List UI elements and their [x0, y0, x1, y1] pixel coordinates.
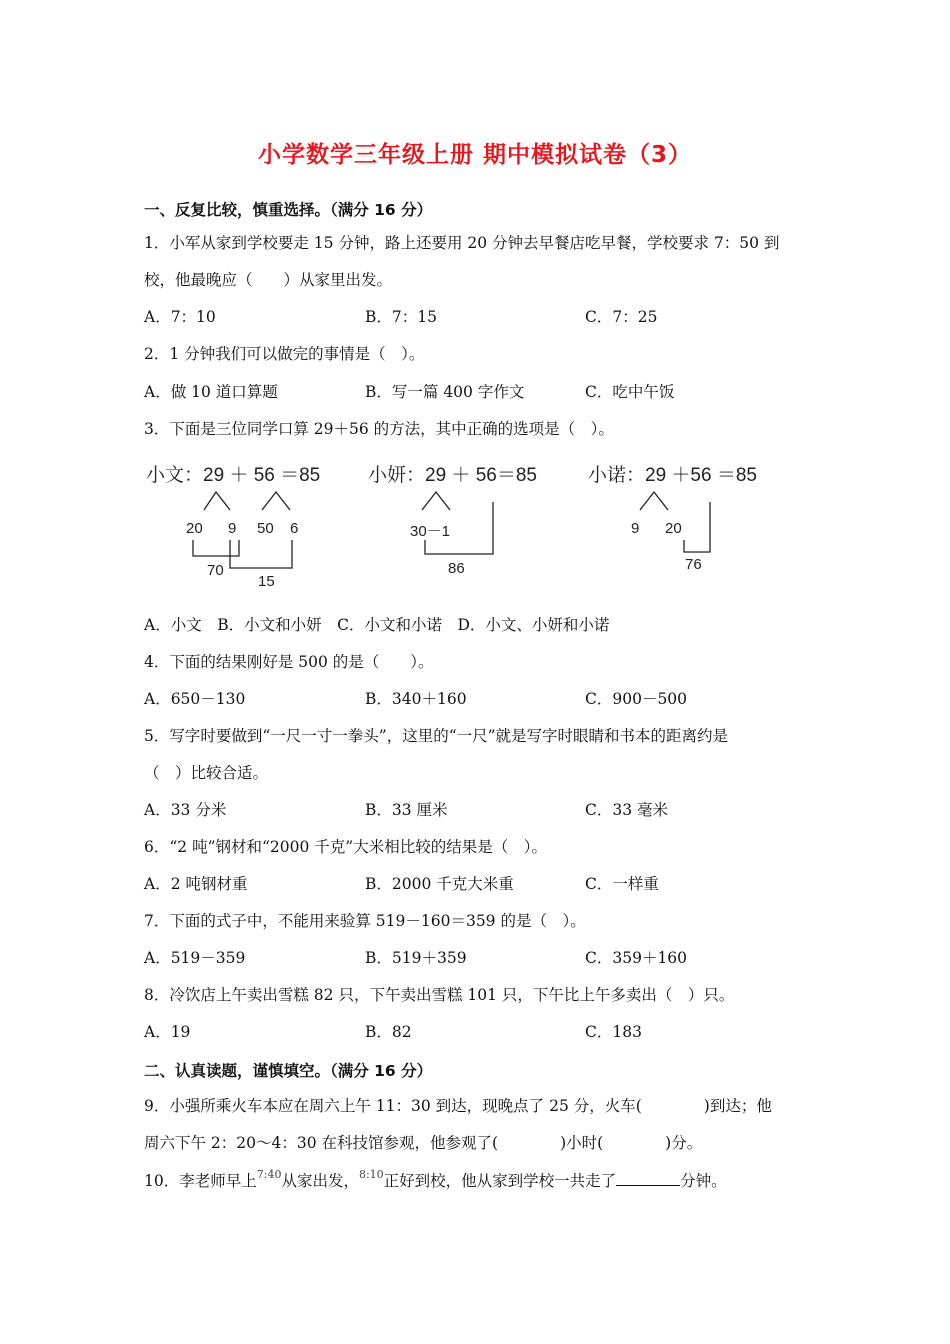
q10-end: 分钟。 [680, 1172, 727, 1190]
q8-option-a: A．19 [144, 1023, 191, 1041]
xiaonuo-num-20: 20 [665, 520, 682, 537]
q1-text-line1: 1．小军从家到学校要走 15 分钟，路上还要用 20 分钟去早餐店吃早餐，学校要求 7：50 到 [144, 234, 780, 252]
q8-option-c: C．183 [585, 1023, 642, 1041]
xiaowen-sum-15: 15 [258, 573, 275, 590]
q5-text-line1: 5．写字时要做到“一尺一寸一拳头”，这里的“一尺”就是写字时眼睛和书本的距离约是 [144, 727, 729, 745]
xiaowen-sum-70: 70 [207, 562, 224, 579]
q9-text-line2: 周六下午 2：20～4：30 在科技馆参观，他参观了( )小时( )分。 [144, 1134, 703, 1152]
q10-pre: 10．李老师早上 [144, 1172, 257, 1190]
xiaonuo-label: 小诺：29 ＋56 ＝85 [588, 465, 757, 486]
q10-post: 正好到校，他从家到学校一共走了 [383, 1172, 617, 1190]
q4-option-b: B．340＋160 [365, 690, 467, 708]
xiaoyan-split: 30－1 [410, 523, 451, 540]
section-1-heading: 一、反复比较，慎重选择。（满分 16 分） [144, 201, 433, 219]
q6-text: 6．“2 吨”钢材和“2000 千克”大米相比较的结果是（ ）。 [144, 838, 547, 856]
section-2-heading: 二、认真读题，谨慎填空。（满分 16 分） [144, 1062, 433, 1080]
q2-option-c: C．吃中午饭 [585, 383, 675, 401]
xiaowen-method-diagram [144, 458, 344, 590]
q7-option-b: B．519＋359 [365, 949, 467, 967]
q10-answer-blank[interactable] [616, 1171, 680, 1186]
xiaoyan-label: 小妍：29 ＋ 56＝85 [368, 465, 537, 486]
q1-text-line2: 校，他最晚应（ ）从家里出发。 [144, 271, 393, 289]
q2-option-a: A．做 10 道口算题 [144, 383, 278, 401]
xiaowen-num-6: 6 [290, 520, 299, 537]
xiaonuo-method-diagram [588, 458, 788, 590]
xiaowen-num-20: 20 [186, 520, 203, 537]
q5-option-b: B．33 厘米 [365, 801, 448, 819]
q9-text-line1: 9．小强所乘火车本应在周六上午 11：30 到达，现晚点了 25 分，火车( )到达；他 [144, 1097, 772, 1115]
q6-option-a: A．2 吨钢材重 [144, 875, 248, 893]
q1-option-c: C．7：25 [585, 308, 658, 326]
q10-mid: 从家出发， [281, 1172, 359, 1190]
xiaoyan-sum-86: 86 [448, 560, 465, 577]
q3-options: A．小文 B．小文和小妍 C．小文和小诺 D．小文、小妍和小诺 [144, 616, 610, 634]
q7-option-a: A．519－359 [144, 949, 246, 967]
q7-option-c: C．359＋160 [585, 949, 688, 967]
q4-text: 4．下面的结果刚好是 500 的是（ ）。 [144, 653, 434, 671]
xiaowen-branch-lines [144, 458, 344, 590]
q10-time-end: 8:10 [358, 1168, 384, 1181]
q5-option-a: A．33 分米 [144, 801, 227, 819]
q6-option-b: B．2000 千克大米重 [365, 875, 514, 893]
q2-option-b: B．写一篇 400 字作文 [365, 383, 525, 401]
page-title: 小学数学三年级上册 期中模拟试卷（3） [257, 142, 692, 168]
xiaoyan-method-diagram [368, 458, 558, 590]
q6-option-c: C．一样重 [585, 875, 659, 893]
q2-text: 2．1 分钟我们可以做完的事情是（ ）。 [144, 345, 425, 363]
q5-text-line2: （ ）比较合适。 [144, 764, 269, 782]
q5-option-c: C．33 毫米 [585, 801, 669, 819]
q1-option-b: B．7：15 [365, 308, 437, 326]
q10-time-start: 7:40 [256, 1168, 282, 1181]
xiaowen-num-50: 50 [257, 520, 274, 537]
q4-option-c: C．900－500 [585, 690, 688, 708]
q10-text [144, 1168, 727, 1193]
q1-option-a: A．7：10 [144, 308, 216, 326]
xiaonuo-num-9: 9 [631, 520, 640, 537]
xiaowen-num-9: 9 [228, 520, 237, 537]
xiaowen-label: 小文：29 ＋ 56 ＝85 [146, 465, 321, 486]
xiaonuo-sum-76: 76 [685, 556, 702, 573]
q8-option-b: B．82 [365, 1023, 412, 1041]
q4-option-a: A．650－130 [144, 690, 246, 708]
q7-text: 7．下面的式子中，不能用来验算 519－160＝359 的是（ ）。 [144, 912, 586, 930]
q8-text: 8．冷饮店上午卖出雪糕 82 只，下午卖出雪糕 101 只，下午比上午多卖出（ ）只。 [144, 986, 735, 1004]
q3-text: 3．下面是三位同学口算 29＋56 的方法，其中正确的选项是（ ）。 [144, 420, 614, 438]
